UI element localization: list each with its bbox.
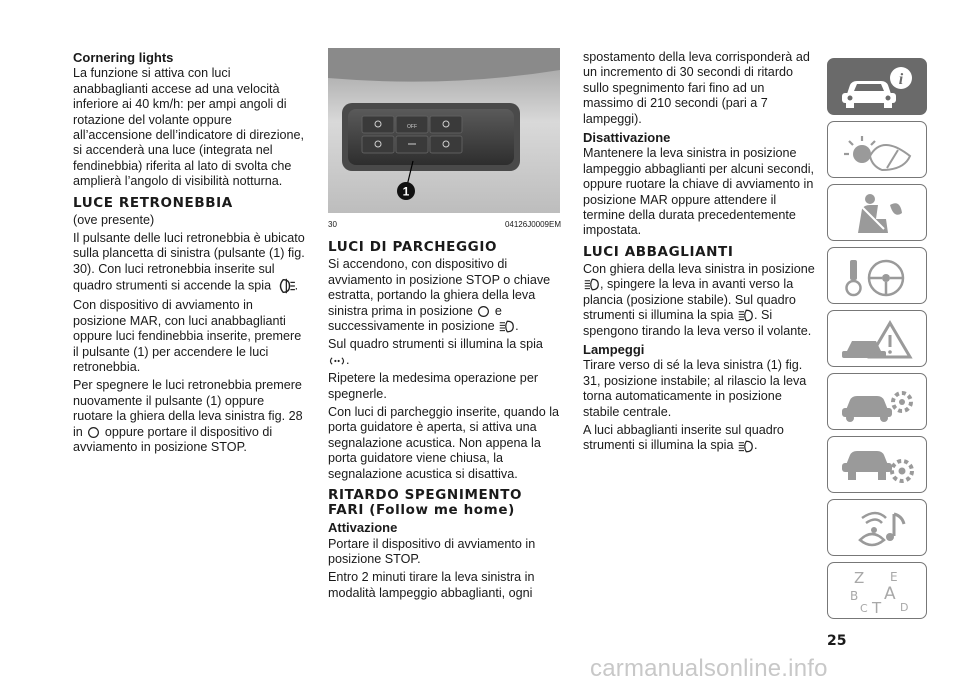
- safety-seat-icon: [832, 189, 922, 237]
- tab-emergency[interactable]: [827, 310, 927, 367]
- multimedia-icon: [832, 504, 922, 552]
- paragraph-parking-on: Si accendono, con dispositivo di avviamento in posizione STOP o chiave estratta, portando la ghiera della leva sinistra prima in posizione e successivamente in posizione .: [328, 257, 551, 334]
- paragraph-follow-continued: spostamento della leva corrisponderà ad un incremento di 30 secondi di ritardo sullo spegnimento fari fino ad un massimo di 210 secondi (pari a 7 lampeggi).: [583, 50, 810, 126]
- paragraph-high-beam: Con ghiera della leva sinistra in posizione , spingere la leva in avanti verso la plancia (posizione stabile). Sul quadro strumenti si illumina la spia . Si spengono tirando la leva verso il volante.: [583, 261, 815, 338]
- callout-1-label: 1: [402, 184, 410, 199]
- tab-multimedia[interactable]: [827, 499, 927, 556]
- maintenance-car-icon: [832, 378, 922, 426]
- tab-safety[interactable]: [827, 184, 927, 241]
- heading-parking-lights: LUCI DI PARCHEGGIO: [328, 239, 498, 256]
- svg-text:Z: Z: [854, 568, 865, 587]
- heading-cornering-lights: Cornering lights: [73, 50, 174, 65]
- rear-fog-light-icon: [275, 277, 295, 295]
- high-beam-icon: [737, 308, 754, 323]
- page-number: 25: [827, 633, 847, 649]
- low-beam-icon: [498, 319, 515, 334]
- tab-dashboard-lights[interactable]: [827, 121, 927, 178]
- tab-index[interactable]: [827, 562, 927, 619]
- paragraph-fog-button: Il pulsante delle luci retronebbia è ubicato sulla plancetta di sinistra (pulsante (1) fig. 30). Con luci retronebbia inserite sul quadro strumenti si accende la spia .: [73, 231, 305, 295]
- heading-rear-fog: LUCE RETRONEBBIA: [73, 194, 233, 211]
- index-az-icon: [832, 567, 922, 615]
- heading-lampeggi: Lampeggi: [583, 341, 645, 357]
- svg-text:i: i: [898, 70, 904, 88]
- svg-text:B: B: [850, 588, 859, 603]
- svg-text:T: T: [872, 598, 882, 615]
- dashboard-lights-icon: [832, 126, 922, 174]
- svg-text:D: D: [900, 600, 909, 614]
- low-beam-icon: [583, 277, 600, 292]
- svg-text:A: A: [884, 583, 896, 604]
- paragraph-cornering: La funzione si attiva con luci anabbaglianti accese ad una velocità inferiore ai 40 km/h: per ampi angoli di rotazione del volante oppure all’accensione dell’indicatore di direzione, si accenderà una luce (integrata nel fendinebbia) riferita al lato di svolta che amplierà l’angolo di visibilità notturna.: [73, 66, 305, 189]
- heading-disattivazione: Disattivazione: [583, 130, 671, 146]
- tab-maintenance[interactable]: [827, 373, 927, 430]
- figure-code: 04126J0009EM: [504, 220, 561, 229]
- lights-off-icon: [86, 425, 101, 440]
- parking-lights-icon: [328, 355, 346, 367]
- paragraph-follow-step1: Portare il dispositivo di avviamento in posizione STOP.: [328, 536, 536, 566]
- paragraph-fog-deactivate: Per spegnere le luci retronebbia premere nuovamente il pulsante (1) oppure ruotare la ghiera della leva sinistra fig. 28 in oppure portare il dispositivo di avviamento in posizione STOP.: [73, 378, 303, 454]
- light-switch-panel-photo: [328, 48, 560, 213]
- svg-text:C: C: [860, 601, 868, 615]
- paragraph-parking-warning-light: Sul quadro strumenti si illumina la spia .: [328, 337, 543, 367]
- paragraph-parking-acoustic: Con luci di parcheggio inserite, quando la porta guidatore è aperta, si attiva una segnalazione acustica. Non appena la porta guidatore viene chiusa, la segnalazione acustica si disattiva.: [328, 405, 560, 481]
- note-ove-presente: (ove presente): [73, 212, 155, 227]
- steering-key-icon: [832, 252, 922, 300]
- figure-30-photo: [328, 48, 560, 213]
- tab-technical-data[interactable]: [827, 436, 927, 493]
- heading-attivazione: Attivazione: [328, 520, 398, 536]
- paragraph-lampeggi: Tirare verso di sé la leva sinistra (1) fig. 31, posizione instabile; al rilascio la leva torna automaticamente in posizione stabile centrale.: [583, 358, 807, 419]
- svg-text:E: E: [890, 569, 898, 584]
- column-right: [583, 50, 815, 457]
- heading-high-beam: LUCI ABBAGLIANTI: [583, 243, 734, 260]
- column-left: [73, 50, 305, 458]
- tab-vehicle-info[interactable]: [827, 58, 927, 115]
- paragraph-disattivazione: Mantenere la leva sinistra in posizione lampeggio abbaglianti per alcuni secondi, oppure ruotare la chiave di avviamento in posizione MAR oppure attendere il termine della durata precedentemente impostata.: [583, 146, 815, 238]
- paragraph-fog-activate: Con dispositivo di avviamento in posizione MAR, con luci anabbaglianti oppure luci fendinebbia inserite, premere il pulsante (1) per accendere le luci retronebbia.: [73, 298, 302, 374]
- paragraph-follow-step2: Entro 2 minuti tirare la leva sinistra in modalità lampeggio abbaglianti, ogni: [328, 570, 535, 600]
- paragraph-parking-off: Ripetere la medesima operazione per spegnerle.: [328, 371, 539, 401]
- figure-caption: [328, 217, 561, 232]
- lights-off-icon: [476, 304, 491, 319]
- watermark-text: carmanualsonline.info: [590, 655, 828, 682]
- paragraph-lampeggi-light: A luci abbaglianti inserite sul quadro strumenti si illumina la spia .: [583, 422, 784, 453]
- emergency-triangle-icon: [832, 315, 922, 363]
- heading-follow-me-home: RITARDO SPEGNIMENTO FARI (Follow me home): [328, 487, 523, 519]
- chapter-sidebar: [827, 58, 929, 625]
- high-beam-icon: [737, 439, 754, 454]
- figure-number: 30: [328, 220, 337, 229]
- car-info-icon: [832, 63, 922, 111]
- off-label: OFF: [407, 124, 417, 130]
- technical-data-icon: [832, 441, 922, 489]
- tab-starting-driving[interactable]: [827, 247, 927, 304]
- column-middle: [328, 50, 561, 604]
